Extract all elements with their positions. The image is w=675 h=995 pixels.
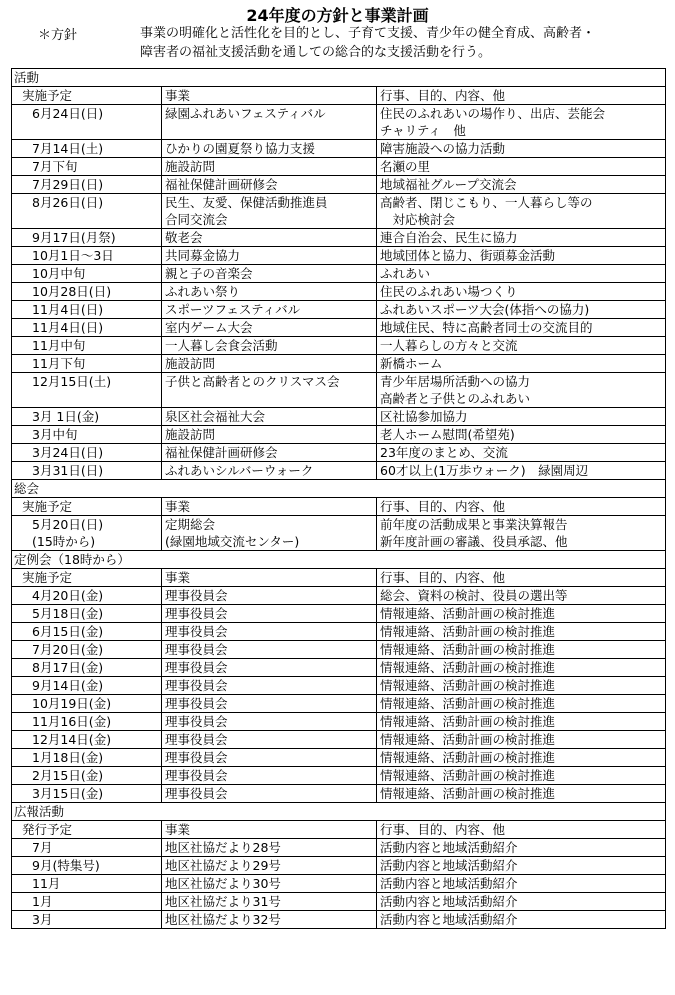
detail-cell-text: 活動内容と地域活動紹介 <box>380 912 518 927</box>
date-cell <box>12 408 162 426</box>
detail-cell-text: 総会、資料の検討、役員の選出等 <box>380 588 568 603</box>
date-cell <box>12 283 162 301</box>
detail-cell <box>377 247 666 265</box>
event-cell-text: ひかりの園夏祭り協力支援 <box>165 141 316 156</box>
event-cell-text: 理事役員会 <box>165 642 228 657</box>
detail-header: 行事、目的、内容、他 <box>377 87 666 105</box>
event-cell-text: 理事役員会 <box>165 678 228 693</box>
table-row <box>12 767 666 785</box>
event-header: 事業 <box>162 569 377 587</box>
detail-cell-text: 活動内容と地域活動紹介 <box>380 840 518 855</box>
date-cell <box>12 623 162 641</box>
section-row <box>12 69 666 87</box>
date-cell-text: 3月中旬 <box>32 427 78 442</box>
section-row <box>12 480 666 498</box>
date-cell <box>12 176 162 194</box>
event-cell-text: 理事役員会 <box>165 606 228 621</box>
date-cell <box>12 677 162 695</box>
event-cell-text: 敬老会 <box>165 230 203 245</box>
date-cell-text: 10月19日(金) <box>32 696 112 711</box>
detail-cell <box>377 301 666 319</box>
table-row <box>12 337 666 355</box>
detail-cell <box>377 641 666 659</box>
date-cell <box>12 641 162 659</box>
date-cell-text: 12月15日(土) <box>32 374 112 389</box>
detail-cell-text: 60才以上(1万歩ウォーク) 緑園周辺 <box>380 463 589 478</box>
detail-cell <box>377 516 666 551</box>
event-cell <box>162 426 377 444</box>
table-row <box>12 677 666 695</box>
detail-cell-text: 新橋ホーム <box>380 356 443 371</box>
date-cell-text: 5月18日(金) <box>32 606 104 621</box>
date-cell <box>12 373 162 408</box>
detail-cell <box>377 713 666 731</box>
event-cell-text: 地区社協だより29号 <box>165 858 281 873</box>
date-cell <box>12 105 162 140</box>
date-cell-text: 7月 <box>32 840 53 855</box>
event-header: 事業 <box>162 87 377 105</box>
detail-cell <box>377 731 666 749</box>
date-cell <box>12 194 162 229</box>
detail-cell-text: 23年度のまとめ、交流 <box>380 445 508 460</box>
event-cell <box>162 408 377 426</box>
section-heading: 定例会（18時から） <box>12 551 666 569</box>
detail-cell-text: 青少年居場所活動への協力 高齢者と子供とのふれあい <box>380 374 531 406</box>
date-cell <box>12 605 162 623</box>
date-cell <box>12 229 162 247</box>
event-cell <box>162 839 377 857</box>
table-row <box>12 695 666 713</box>
event-cell-text: 理事役員会 <box>165 786 228 801</box>
event-cell <box>162 875 377 893</box>
table-row <box>12 857 666 875</box>
detail-header: 行事、目的、内容、他 <box>377 821 666 839</box>
event-cell-text: 定期総会 (緑園地域交流センター) <box>165 517 300 549</box>
date-cell-text: 7月14日(土) <box>32 141 104 156</box>
date-cell <box>12 247 162 265</box>
event-cell <box>162 749 377 767</box>
table-row <box>12 893 666 911</box>
date-cell-text: 12月14日(金) <box>32 732 112 747</box>
detail-cell <box>377 265 666 283</box>
header-row <box>12 569 666 587</box>
detail-cell <box>377 337 666 355</box>
event-cell-text: 室内ゲーム大会 <box>165 320 253 335</box>
event-cell <box>162 695 377 713</box>
detail-header: 行事、目的、内容、他 <box>377 569 666 587</box>
event-cell-text: ふれあいシルバーウォーク <box>165 463 314 478</box>
table-row <box>12 283 666 301</box>
event-cell <box>162 158 377 176</box>
detail-cell <box>377 839 666 857</box>
event-cell <box>162 857 377 875</box>
detail-cell <box>377 426 666 444</box>
detail-cell <box>377 605 666 623</box>
detail-cell-text: 情報連絡、活動計画の検討推進 <box>380 660 556 675</box>
date-cell <box>12 713 162 731</box>
date-header: 実施予定 <box>12 569 162 587</box>
date-cell-text: 2月15日(金) <box>32 768 104 783</box>
date-cell <box>12 301 162 319</box>
event-cell <box>162 731 377 749</box>
date-cell-text: 1月 <box>32 894 53 909</box>
date-cell <box>12 587 162 605</box>
date-cell-text: 8月17日(金) <box>32 660 104 675</box>
date-cell <box>12 319 162 337</box>
event-cell <box>162 893 377 911</box>
detail-cell <box>377 158 666 176</box>
date-header: 実施予定 <box>12 498 162 516</box>
detail-cell-text: 地域住民、特に高齢者同士の交流目的 <box>380 320 593 335</box>
date-cell <box>12 857 162 875</box>
event-cell <box>162 229 377 247</box>
event-cell <box>162 265 377 283</box>
date-cell-text: 11月 <box>32 876 61 891</box>
date-cell <box>12 355 162 373</box>
section-row <box>12 551 666 569</box>
detail-cell <box>377 857 666 875</box>
detail-cell-text: 地域福祉グループ交流会 <box>380 177 517 192</box>
detail-cell <box>377 875 666 893</box>
event-cell-text: 理事役員会 <box>165 588 228 603</box>
detail-cell <box>377 105 666 140</box>
detail-cell-text: 情報連絡、活動計画の検討推進 <box>380 624 556 639</box>
section-heading: 総会 <box>12 480 666 498</box>
date-cell-text: 6月15日(金) <box>32 624 104 639</box>
event-cell-text: 一人暮し会食会活動 <box>165 338 278 353</box>
table-row <box>12 265 666 283</box>
detail-cell-text: 名瀬の里 <box>380 159 431 174</box>
event-cell <box>162 785 377 803</box>
detail-cell-text: 情報連絡、活動計画の検討推進 <box>380 696 556 711</box>
date-cell-text: 9月14日(金) <box>32 678 104 693</box>
table-row <box>12 911 666 929</box>
date-cell <box>12 731 162 749</box>
date-cell-text: 9月(特集号) <box>32 858 100 873</box>
table-row <box>12 301 666 319</box>
date-cell-text: 10月1日～3日 <box>32 248 114 263</box>
event-cell-text: 民生、友愛、保健活動推進員 合同交流会 <box>165 195 328 227</box>
table-row <box>12 229 666 247</box>
date-cell-text: 3月 <box>32 912 53 927</box>
event-cell-text: ふれあい祭り <box>165 284 241 299</box>
detail-cell-text: 情報連絡、活動計画の検討推進 <box>380 750 556 765</box>
table-row <box>12 623 666 641</box>
event-cell-text: 理事役員会 <box>165 768 228 783</box>
event-cell-text: 地区社協だより31号 <box>165 894 281 909</box>
event-cell <box>162 140 377 158</box>
schedule-table <box>11 68 666 929</box>
detail-cell-text: 情報連絡、活動計画の検討推進 <box>380 786 556 801</box>
date-cell-text: 6月24日(日) <box>32 106 104 121</box>
event-cell <box>162 355 377 373</box>
event-cell <box>162 247 377 265</box>
section-heading: 広報活動 <box>12 803 666 821</box>
event-cell-text: 福祉保健計画研修会 <box>165 445 278 460</box>
table-row <box>12 140 666 158</box>
date-cell <box>12 785 162 803</box>
policy-label: ＊方針 <box>38 28 78 43</box>
date-cell <box>12 875 162 893</box>
table-row <box>12 408 666 426</box>
date-cell-text: 11月4日(日) <box>32 302 104 317</box>
event-cell-text: 地区社協だより28号 <box>165 840 281 855</box>
date-cell <box>12 265 162 283</box>
date-cell <box>12 158 162 176</box>
header-row <box>12 498 666 516</box>
event-cell <box>162 462 377 480</box>
date-cell-text: 3月15日(金) <box>32 786 104 801</box>
detail-cell <box>377 677 666 695</box>
detail-cell <box>377 229 666 247</box>
event-cell <box>162 176 377 194</box>
event-cell-text: スポーツフェスティバル <box>165 302 301 317</box>
event-cell <box>162 444 377 462</box>
event-cell <box>162 677 377 695</box>
event-cell-text: 理事役員会 <box>165 714 228 729</box>
detail-cell <box>377 444 666 462</box>
event-cell-text: 福祉保健計画研修会 <box>165 177 278 192</box>
event-cell <box>162 911 377 929</box>
event-cell-text: 理事役員会 <box>165 696 228 711</box>
date-cell <box>12 749 162 767</box>
event-cell <box>162 587 377 605</box>
section-row <box>12 803 666 821</box>
detail-cell-text: 高齢者、閉じこもり、一人暮らし等の 対応検討会 <box>380 195 593 227</box>
detail-cell <box>377 623 666 641</box>
event-cell-text: 理事役員会 <box>165 660 228 675</box>
detail-cell-text: 情報連絡、活動計画の検討推進 <box>380 642 556 657</box>
detail-cell-text: 障害施設への協力活動 <box>380 141 506 156</box>
table-row <box>12 105 666 140</box>
detail-cell <box>377 283 666 301</box>
date-cell-text: 7月20日(金) <box>32 642 104 657</box>
table-row <box>12 462 666 480</box>
detail-cell-text: 連合自治会、民生に協力 <box>380 230 518 245</box>
event-cell <box>162 105 377 140</box>
detail-cell-text: 活動内容と地域活動紹介 <box>380 894 518 909</box>
event-cell-text: 緑園ふれあいフェスティバル <box>165 106 326 121</box>
detail-cell-text: 老人ホーム慰問(希望苑) <box>380 427 515 442</box>
table-row <box>12 749 666 767</box>
event-cell <box>162 623 377 641</box>
date-cell <box>12 659 162 677</box>
date-cell <box>12 140 162 158</box>
detail-cell-text: 住民のふれあい場つくり <box>380 284 518 299</box>
detail-cell <box>377 462 666 480</box>
detail-cell <box>377 319 666 337</box>
detail-cell <box>377 140 666 158</box>
section-heading: 活動 <box>12 69 666 87</box>
detail-cell <box>377 695 666 713</box>
date-header: 発行予定 <box>12 821 162 839</box>
detail-cell <box>377 176 666 194</box>
date-cell <box>12 839 162 857</box>
event-cell-text: 理事役員会 <box>165 624 228 639</box>
event-cell-text: 地区社協だより30号 <box>165 876 281 891</box>
event-cell-text: 理事役員会 <box>165 750 228 765</box>
table-row <box>12 839 666 857</box>
detail-cell <box>377 767 666 785</box>
date-cell-text: 5月20日(日) (15時から) <box>32 517 104 549</box>
event-cell <box>162 373 377 408</box>
date-cell <box>12 911 162 929</box>
table-row <box>12 713 666 731</box>
table-row <box>12 319 666 337</box>
table-row <box>12 731 666 749</box>
event-cell <box>162 283 377 301</box>
header-row <box>12 87 666 105</box>
event-cell <box>162 659 377 677</box>
date-cell <box>12 444 162 462</box>
event-cell <box>162 641 377 659</box>
event-cell-text: 理事役員会 <box>165 732 228 747</box>
policy-line-2: 障害者の福祉支援活動を通しての総合的な支援活動を行う。 <box>140 45 492 60</box>
event-cell-text: 共同募金協力 <box>165 248 241 263</box>
event-cell <box>162 516 377 551</box>
event-cell <box>162 194 377 229</box>
page-title: 24年度の方針と事業計画 <box>246 6 429 25</box>
detail-cell-text: 活動内容と地域活動紹介 <box>380 858 518 873</box>
detail-cell-text: 情報連絡、活動計画の検討推進 <box>380 678 556 693</box>
detail-cell <box>377 194 666 229</box>
detail-header: 行事、目的、内容、他 <box>377 498 666 516</box>
detail-cell-text: 一人暮らしの方々と交流 <box>380 338 518 353</box>
table-row <box>12 785 666 803</box>
detail-cell <box>377 893 666 911</box>
date-cell <box>12 516 162 551</box>
date-cell <box>12 767 162 785</box>
event-cell-text: 親と子の音楽会 <box>165 266 253 281</box>
detail-cell-text: ふれあいスポーツ大会(体指への協力) <box>380 302 590 317</box>
table-row <box>12 194 666 229</box>
table-row <box>12 158 666 176</box>
detail-cell <box>377 659 666 677</box>
date-cell-text: 3月24日(日) <box>32 445 104 460</box>
date-cell-text: 11月下旬 <box>32 356 86 371</box>
header-row <box>12 821 666 839</box>
detail-cell <box>377 749 666 767</box>
table-row <box>12 247 666 265</box>
detail-cell-text: 情報連絡、活動計画の検討推進 <box>380 732 556 747</box>
date-cell <box>12 695 162 713</box>
policy-text <box>140 24 670 62</box>
date-cell-text: 3月31日(日) <box>32 463 104 478</box>
date-header: 実施予定 <box>12 87 162 105</box>
detail-cell-text: 地域団体と協力、街頭募金活動 <box>380 248 556 263</box>
date-cell-text: 7月下旬 <box>32 159 78 174</box>
date-cell-text: 7月29日(日) <box>32 177 104 192</box>
date-cell-text: 11月中旬 <box>32 338 86 353</box>
detail-cell-text: 前年度の活動成果と事業決算報告 新年度計画の審議、役員承認、他 <box>380 517 568 549</box>
table-row <box>12 659 666 677</box>
event-cell <box>162 301 377 319</box>
detail-cell-text: 情報連絡、活動計画の検討推進 <box>380 768 556 783</box>
event-cell-text: 子供と高齢者とのクリスマス会 <box>165 374 340 389</box>
date-cell-text: 4月20日(金) <box>32 588 104 603</box>
table-row <box>12 875 666 893</box>
event-cell <box>162 605 377 623</box>
table-row <box>12 355 666 373</box>
detail-cell <box>377 355 666 373</box>
table-row <box>12 373 666 408</box>
date-cell-text: 8月26日(日) <box>32 195 104 210</box>
event-cell-text: 泉区社会福祉大会 <box>165 409 266 424</box>
event-cell-text: 地区社協だより32号 <box>165 912 281 927</box>
detail-cell <box>377 785 666 803</box>
date-cell-text: 11月16日(金) <box>32 714 112 729</box>
date-cell <box>12 426 162 444</box>
event-cell-text: 施設訪問 <box>165 427 216 442</box>
date-cell-text: 1月18日(金) <box>32 750 104 765</box>
date-cell-text: 3月 1日(金) <box>32 409 100 424</box>
table-row <box>12 587 666 605</box>
detail-cell-text: 情報連絡、活動計画の検討推進 <box>380 714 556 729</box>
detail-cell <box>377 408 666 426</box>
detail-cell <box>377 373 666 408</box>
event-cell-text: 施設訪問 <box>165 356 216 371</box>
detail-cell-text: 情報連絡、活動計画の検討推進 <box>380 606 556 621</box>
table-row <box>12 176 666 194</box>
date-cell <box>12 462 162 480</box>
date-cell-text: 10月中旬 <box>32 266 86 281</box>
event-header: 事業 <box>162 498 377 516</box>
table-row <box>12 444 666 462</box>
event-cell <box>162 337 377 355</box>
detail-cell-text: ふれあい <box>380 266 431 281</box>
event-cell-text: 施設訪問 <box>165 159 216 174</box>
detail-cell <box>377 587 666 605</box>
detail-cell-text: 住民のふれあいの場作り、出店、芸能会 チャリティ 他 <box>380 106 606 138</box>
date-cell <box>12 893 162 911</box>
table-row <box>12 426 666 444</box>
date-cell-text: 10月28日(日) <box>32 284 112 299</box>
date-cell-text: 9月17日(月祭) <box>32 230 116 245</box>
detail-cell <box>377 911 666 929</box>
table-row <box>12 516 666 551</box>
detail-cell-text: 活動内容と地域活動紹介 <box>380 876 518 891</box>
table-row <box>12 641 666 659</box>
event-cell <box>162 713 377 731</box>
table-row <box>12 605 666 623</box>
date-cell-text: 11月4日(日) <box>32 320 104 335</box>
event-header: 事業 <box>162 821 377 839</box>
policy-line-1: 事業の明確化と活性化を目的とし、子育て支援、青少年の健全育成、高齢者・ <box>140 26 596 41</box>
date-cell <box>12 337 162 355</box>
event-cell <box>162 319 377 337</box>
detail-cell-text: 区社協参加協力 <box>380 409 468 424</box>
event-cell <box>162 767 377 785</box>
